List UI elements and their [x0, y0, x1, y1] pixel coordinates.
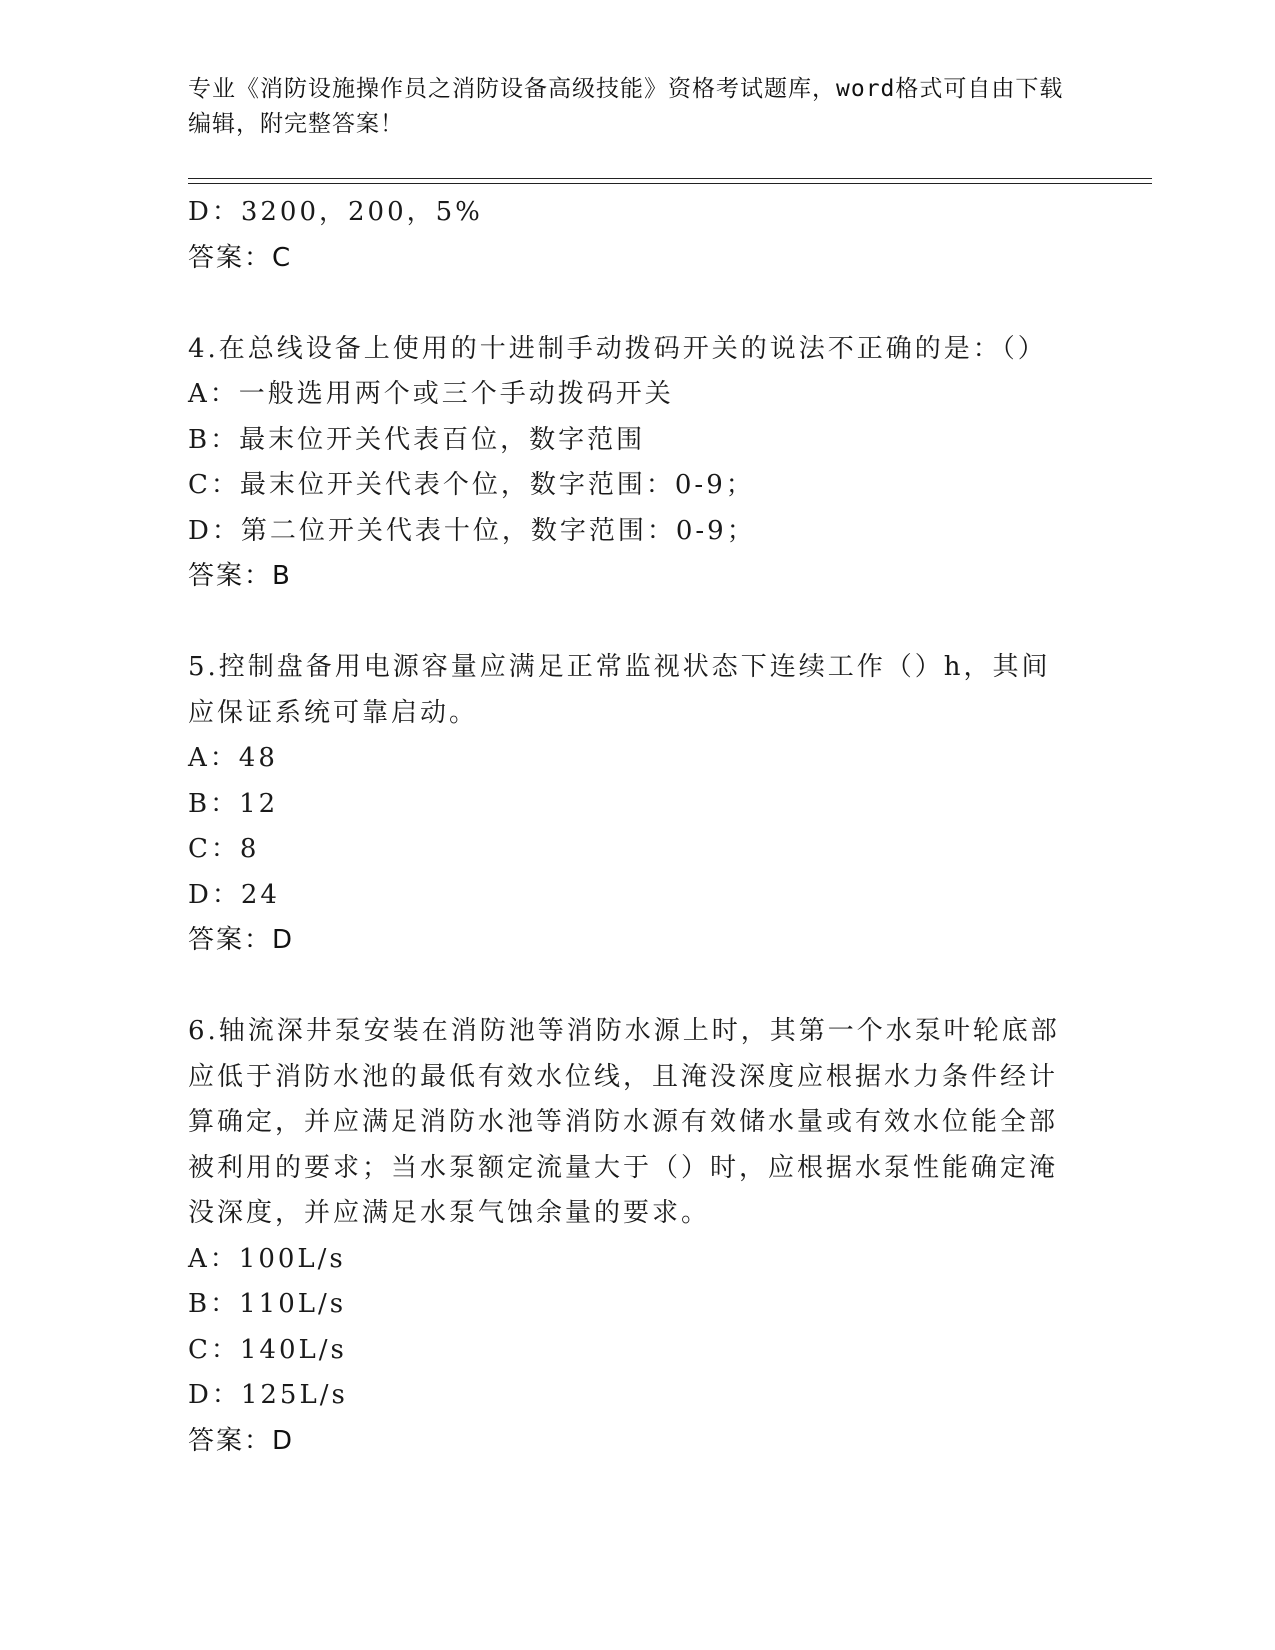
answer-line: 答案：C [188, 242, 293, 273]
option-a: A：48 [188, 743, 278, 773]
option-d: D：3200，200，5% [188, 197, 483, 227]
option-b: B：12 [188, 788, 279, 819]
answer-line: 答案：B [188, 561, 292, 591]
answer-line: 答案：D [188, 1425, 295, 1456]
question-list [188, 190, 1088, 1464]
option-b: B：最末位开关代表百位，数字范围 [188, 424, 646, 455]
option-a: A：100L/s [188, 1243, 346, 1274]
question-6 [188, 1009, 1088, 1464]
option-c: C：最末位开关代表个位，数字范围：0-9； [188, 470, 755, 500]
header-divider-bottom [188, 183, 1152, 184]
answer-line: 答案：D [188, 925, 295, 955]
question-text: 6.轴流深井泵安装在消防池等消防水源上时，其第一个水泵叶轮底部应低于消防水池的最低有效水位线，且淹没深度应根据水力条件经计算确定，并应满足消防水池等消防水源有效储水量或有效水位能全部被利用的要求；当水泵额定流量大于（）时，应根据水泵性能确定淹没深度，并应满足水泵气蚀余量的要求。 [188, 1016, 1060, 1228]
question-4 [188, 327, 1088, 600]
option-a: A：一般选用两个或三个手动拨码开关 [188, 379, 674, 409]
option-d: D：第二位开关代表十位，数字范围：0-9； [188, 515, 756, 546]
option-d: D：24 [188, 879, 280, 910]
question-text: 4.在总线设备上使用的十进制手动拨码开关的说法不正确的是：（） [188, 333, 1047, 364]
option-d: D：125L/s [188, 1380, 348, 1410]
document-header: 专业《消防设施操作员之消防设备高级技能》资格考试题库，word格式可自由下载编辑，附完整答案！ [188, 76, 1064, 137]
header-divider-top [188, 178, 1152, 179]
question-text: 5.控制盘备用电源容量应满足正常监视状态下连续工作（）h，其间应保证系统可靠启动。 [188, 652, 1051, 728]
option-c: C：140L/s [188, 1334, 347, 1365]
option-b: B：110L/s [188, 1289, 347, 1319]
option-c: C：8 [188, 834, 260, 864]
question-5 [188, 645, 1088, 964]
